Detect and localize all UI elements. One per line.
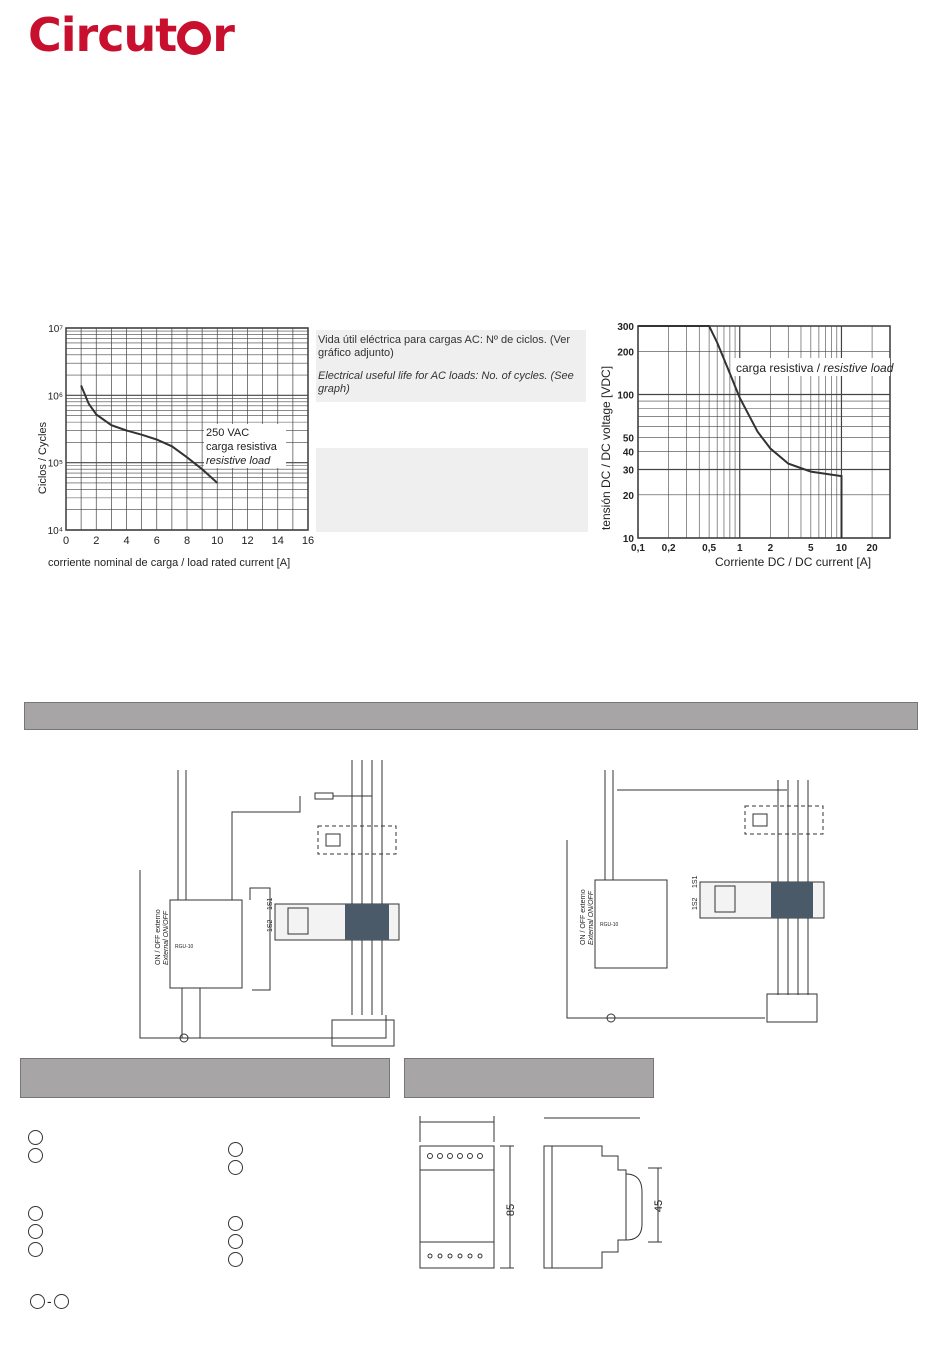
dc-y-tick: 100	[617, 390, 634, 402]
ac-annotation-line3: resistive load	[206, 455, 271, 467]
dc-annotation: carga resistiva / resistive load	[736, 361, 894, 375]
dc-y-tick: 200	[617, 347, 634, 359]
terminal-circle-2	[28, 1148, 43, 1163]
dc-plot-frame	[638, 326, 890, 538]
ac-y-tick: 10⁷	[48, 324, 63, 335]
dc-ylabel: tensión DC / DC voltage [VDC]	[599, 365, 613, 531]
dc-x-tick: 20	[866, 543, 878, 554]
ac-life-chart	[30, 318, 330, 576]
current-transformer-left	[345, 904, 389, 940]
wiring-diagram-right	[555, 760, 845, 1030]
ac-x-tick: 10	[211, 535, 224, 547]
dc-y-tick: 50	[622, 433, 634, 445]
terminal-circle-5	[28, 1242, 43, 1257]
terminal-circle-1	[28, 1130, 43, 1145]
ac-x-tick: 4	[123, 535, 130, 547]
terminal-circle-7	[228, 1160, 243, 1175]
right-label-1s1: 1S1	[692, 875, 699, 888]
wiring-diagram-left	[120, 760, 410, 1050]
ac-x-tick: 14	[271, 535, 284, 547]
dc-x-tick: 10	[835, 543, 848, 554]
logo-target-icon	[177, 21, 211, 55]
ac-life-y-ticks	[48, 324, 64, 537]
terminal-circle-range-start	[30, 1294, 45, 1309]
section-header-terminals	[20, 1058, 390, 1098]
dc-x-tick: 0,2	[661, 543, 676, 554]
ac-y-tick: 10⁴	[47, 526, 63, 537]
lifetime-text-es: Vida útil eléctrica para cargas AC: Nº de ciclos. (Ver gráfico adjunto)	[318, 334, 571, 359]
section-header-connections	[24, 702, 918, 730]
right-onoff-es: ON / OFF externo	[580, 889, 587, 945]
terminal-circle-9	[228, 1234, 243, 1249]
dc-y-tick: 30	[622, 465, 634, 477]
dc-y-tick: 10	[622, 534, 634, 545]
terminal-circle-8	[228, 1216, 243, 1231]
terminal-circle-range-end	[54, 1294, 69, 1309]
dc-x-tick: 5	[808, 543, 814, 554]
ac-life-x-ticks	[63, 535, 314, 547]
dimension-depth: 45	[653, 1199, 665, 1213]
ac-x-tick: 2	[93, 535, 100, 547]
dc-y-tick: 300	[617, 322, 634, 333]
lifetime-info-box	[316, 330, 586, 402]
dimension-height: 85	[505, 1203, 517, 1217]
range-dash: -	[47, 1293, 52, 1309]
terminal-circle-6	[228, 1142, 243, 1157]
dc-x-tick: 0,5	[702, 543, 717, 554]
terminal-circle-3	[28, 1206, 43, 1221]
right-label-1s2: 1S2	[692, 897, 699, 910]
ac-x-tick: 12	[241, 535, 254, 547]
ac-xlabel: corriente nominal de carga / load rated current [A]	[48, 557, 291, 569]
ac-ylabel: Ciclos / Cycles	[37, 421, 49, 495]
dc-x-ticks	[631, 543, 878, 554]
left-onoff-es: ON / OFF externo	[155, 909, 162, 965]
ac-x-tick: 8	[183, 535, 191, 547]
left-model: RGU-10	[175, 944, 194, 950]
dc-breaking-chart	[598, 318, 918, 574]
left-label-1s2: 1S2	[267, 919, 274, 932]
dc-x-tick: 1	[736, 543, 743, 554]
dc-xlabel: Corriente DC / DC current [A]	[715, 555, 872, 569]
section-header-dimensions	[404, 1058, 654, 1098]
ac-x-tick: 0	[62, 535, 70, 547]
terminal-circle-10	[228, 1252, 243, 1267]
terminal-circle-4	[28, 1224, 43, 1239]
ac-x-tick: 6	[153, 535, 160, 547]
ac-x-tick: 16	[301, 535, 315, 547]
ac-annotation-line1: 250 VAC	[206, 427, 250, 439]
right-onoff-en: External ON/OFF	[588, 890, 595, 945]
dc-y-ticks	[617, 322, 634, 545]
dimension-drawing	[412, 1112, 682, 1282]
dc-grid	[638, 326, 890, 538]
ac-annotation-line2: carga resistiva	[206, 441, 277, 453]
empty-info-box	[316, 448, 588, 532]
circutor-logo: Circut r	[28, 8, 234, 62]
left-onoff-en: External ON/OFF	[163, 910, 170, 965]
current-transformer-right	[771, 882, 813, 918]
dc-x-tick: 2	[767, 543, 774, 554]
dc-y-tick: 20	[622, 490, 634, 502]
left-label-1s1: 1S1	[267, 897, 274, 910]
dc-y-tick: 40	[622, 447, 634, 459]
dc-x-tick: 0,1	[631, 543, 645, 554]
lifetime-text-en: Electrical useful life for AC loads: No. of cycles. (See graph)	[318, 370, 574, 395]
right-model: RGU-10	[600, 922, 619, 928]
ac-y-tick: 10⁶	[47, 391, 63, 403]
ac-y-tick: 10⁵	[47, 458, 63, 470]
